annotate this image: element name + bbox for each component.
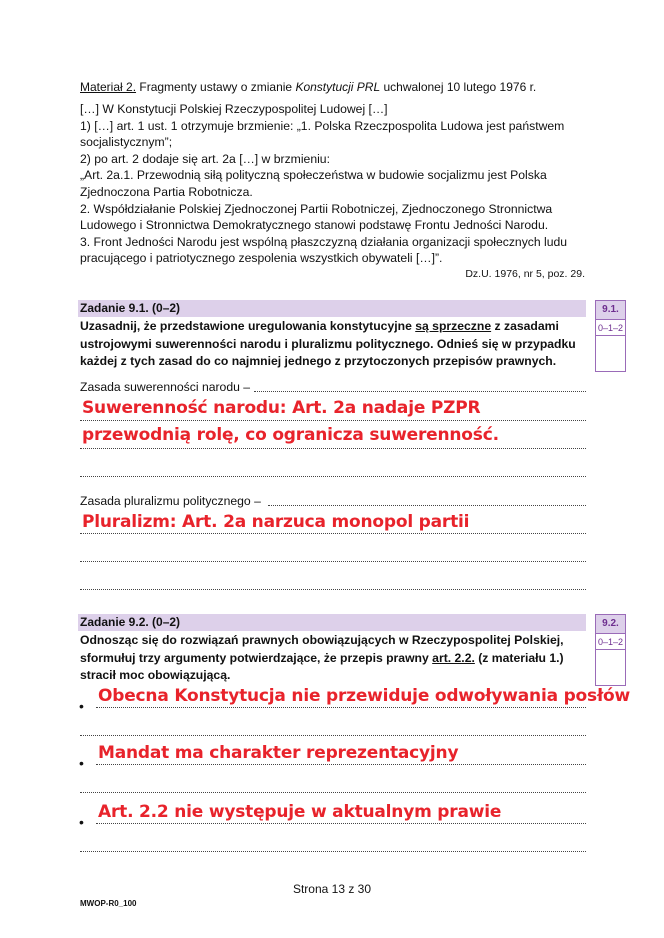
task-9-1-instruction — [80, 318, 586, 371]
answer-pluralism-1[interactable]: Pluralizm: Art. 2a narzuca monopol partii — [82, 512, 470, 532]
score-box-field[interactable] — [596, 649, 625, 685]
answer-argument-2[interactable]: Mandat ma charakter reprezentacyjny — [98, 743, 459, 763]
source-line: 2) po art. 2 dodaje się art. 2a […] w brzmieniu: — [80, 151, 330, 166]
answer-line — [80, 476, 586, 477]
source-label: Materiał 2. — [80, 80, 137, 94]
answer-line — [80, 420, 586, 421]
document-code: MWOP-R0_100 — [80, 899, 137, 908]
label-sovereignty: Zasada suwerenności narodu – — [80, 380, 251, 394]
score-box-range: 0–1–2 — [596, 319, 625, 335]
source-line: „Art. 2a.1. Przewodnią siłą polityczną społeczeństwa w budowie socjalizmu jest Polska Zjednoczona Partia Robotnicza. — [80, 168, 547, 199]
source-text — [80, 101, 590, 267]
source-line: 3. Front Jedności Narodu jest wspólną płaszczyzną działania organizacji społecznych ludu pracującego i patriotycznego zespolenia wszystkich obywateli […]”. — [80, 234, 568, 266]
page-number: Strona 13 z 30 — [292, 882, 372, 896]
bullet: • — [79, 755, 84, 771]
answer-line — [80, 735, 586, 736]
source-title-after: uchwalonej 10 lutego 1976 r. — [380, 80, 537, 94]
answer-line — [96, 823, 586, 824]
task-9-1-instruction-part: z zasadami ustrojowymi suwerenności narodu i pluralizmu politycznego. Odnieś się w przypadku każdej z tych zasad do co najmniej jednego z przytoczonych przepisów prawnych. — [80, 319, 576, 368]
task-9-1-instruction-part: Uzasadnij, że przedstawione uregulowania konstytucyjne — [80, 319, 416, 333]
task-9-2-instruction — [80, 632, 586, 685]
answer-line — [80, 792, 586, 793]
source-heading — [80, 80, 536, 95]
bullet: • — [79, 814, 84, 830]
answer-line — [254, 391, 586, 392]
source-title-before: Fragmenty ustawy o zmianie — [136, 80, 296, 94]
score-box-id: 9.2. — [596, 615, 625, 633]
task-9-1-instruction-emphasis: są sprzeczne — [415, 319, 492, 333]
answer-sovereignty-1[interactable]: Suwerenność narodu: Art. 2a nadaje PZPR — [82, 398, 481, 418]
score-box-field[interactable] — [596, 335, 625, 371]
source-title-italic: Konstytucji PRL — [295, 80, 381, 94]
score-box-range: 0–1–2 — [596, 633, 625, 649]
score-box-9-2 — [595, 614, 626, 686]
answer-argument-3[interactable]: Art. 2.2 nie występuje w aktualnym prawie — [98, 802, 502, 822]
answer-argument-1[interactable]: Obecna Konstytucja nie przewiduje odwoływania posłów — [98, 686, 631, 706]
answer-line — [96, 764, 586, 765]
source-line: 1) […] art. 1 ust. 1 otrzymuje brzmienie: „1. Polska Rzeczpospolita Ludowa jest państwem socjalistycznym”; — [80, 118, 565, 150]
answer-line — [80, 589, 586, 590]
task-9-1-title: Zadanie 9.1. (0–2) — [78, 300, 586, 317]
source-line: […] W Konstytucji Polskiej Rzeczypospolitej Ludowej […] — [80, 102, 388, 116]
task-9-2-title: Zadanie 9.2. (0–2) — [78, 614, 586, 631]
answer-line — [80, 851, 586, 852]
answer-line — [80, 533, 586, 534]
source-citation: Dz.U. 1976, nr 5, poz. 29. — [465, 268, 585, 280]
answer-line — [96, 707, 586, 708]
label-pluralism: Zasada pluralizmu politycznego – — [80, 494, 261, 508]
task-9-2-instruction-part: (z materiału 1.) stracił moc obowiązującą. — [80, 650, 564, 682]
answer-line — [80, 561, 586, 562]
task-9-2-instruction-emphasis: art. 2.2. — [432, 650, 475, 665]
score-box-id: 9.1. — [596, 301, 625, 319]
answer-line — [268, 505, 586, 506]
answer-sovereignty-2[interactable]: przewodnią rolę, co ogranicza suwerenność. — [82, 425, 499, 445]
bullet: • — [79, 698, 84, 714]
source-line: 2. Współdziałanie Polskiej Zjednoczonej Partii Robotniczej, Zjednoczonego Stronnictwa Ludowego i Stronnictwa Demokratycznego stanowi podstawę Frontu Jedności Narodu. — [80, 201, 553, 233]
score-box-9-1 — [595, 300, 626, 372]
task-9-2-instruction-part: Odnosząc się do rozwiązań prawnych obowiązujących w Rzeczypospolitej Polskiej, sformułuj trzy argumenty potwierdzające, że przepis prawny — [80, 633, 564, 665]
answer-line — [80, 448, 586, 449]
